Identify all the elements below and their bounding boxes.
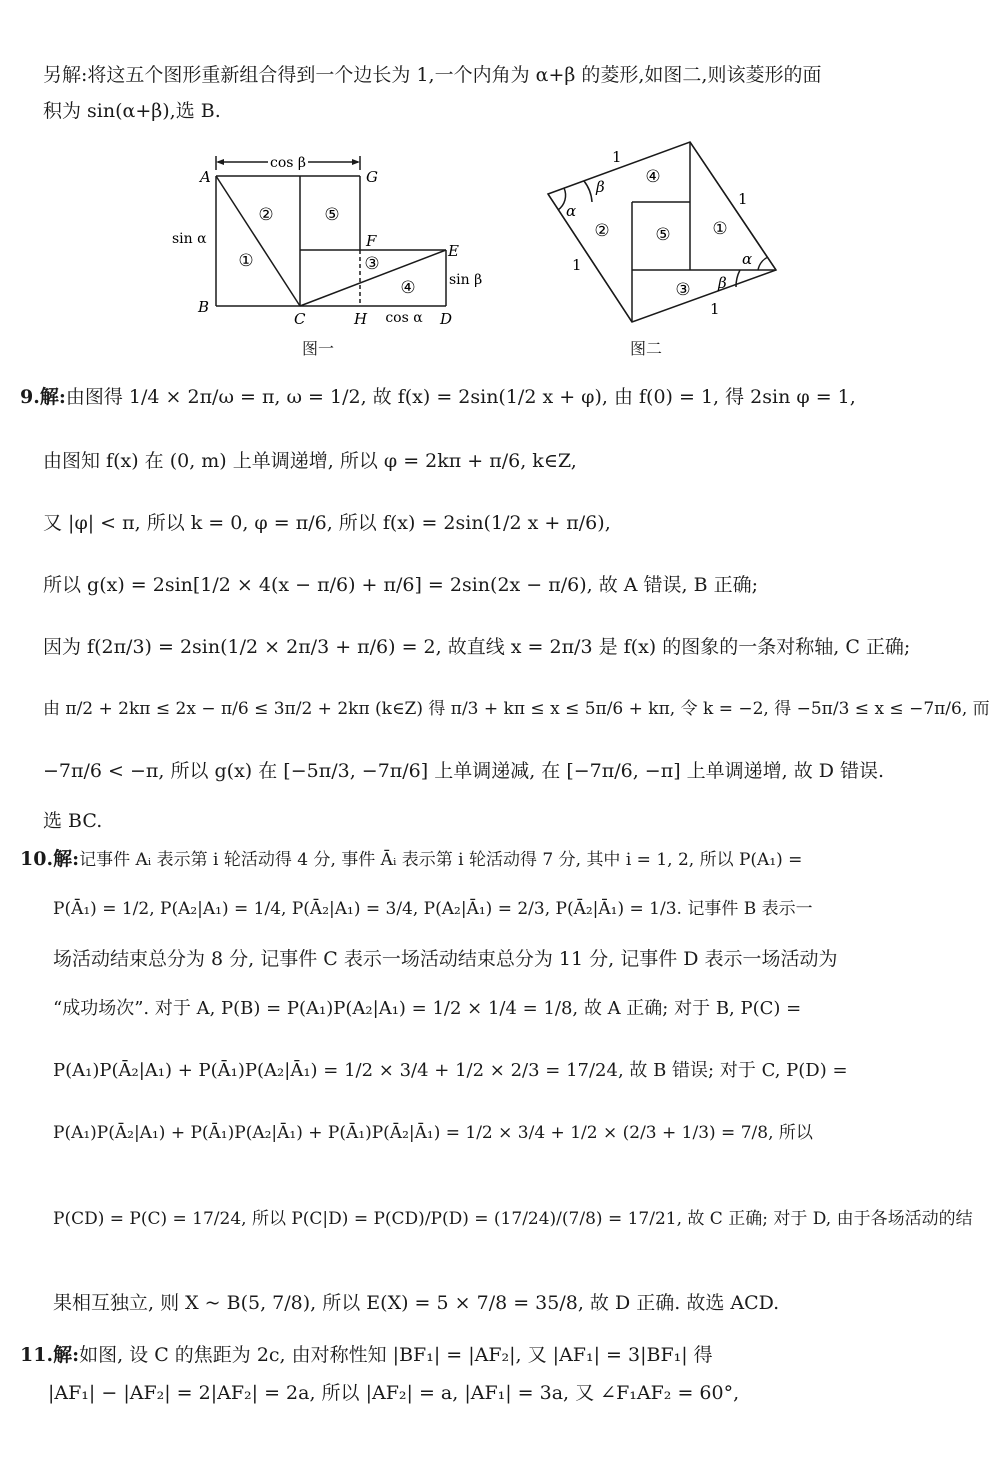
fig1-point-E: E	[448, 242, 459, 260]
q11-label: 解:	[53, 1344, 80, 1366]
q9-line-4: 所以 g(x) = 2sin[1/2 × 4(x − π/6) + π/6] = 2sin(2x − π/6), 故 A 错误, B 正确;	[43, 574, 758, 596]
fig2-region-1: ①	[712, 219, 728, 239]
q10-number: 10.	[20, 848, 54, 870]
fig1-cos-alpha-label: cos α	[385, 310, 423, 326]
q10-line-8: 果相互独立, 则 X ~ B(5, 7/8), 所以 E(X) = 5 × 7/8 = 35/8, 故 D 正确. 故选 ACD.	[53, 1292, 780, 1314]
fig2-region-3: ③	[675, 280, 691, 300]
q9-line-7: −7π/6 < −π, 所以 g(x) 在 [−5π/3, −7π/6] 上单调递减, 在 [−7π/6, −π] 上单调递增, 故 D 错误.	[43, 760, 885, 782]
fig1-point-F: F	[366, 232, 377, 250]
fig1-point-A: A	[200, 168, 211, 186]
intro-line-2: 积为 sin(α+β),选 B.	[43, 100, 221, 122]
figure-2-caption: 图二	[630, 339, 663, 358]
fig1-region-1: ①	[238, 251, 254, 271]
fig2-side-1-left: 1	[572, 256, 582, 274]
q9-line-3: 又 |φ| < π, 所以 k = 0, φ = π/6, 所以 f(x) = 2sin(1/2 x + π/6),	[43, 512, 611, 534]
fig1-cos-beta-label: cos β	[270, 155, 306, 171]
fig2-angle-beta-top: β	[596, 178, 605, 196]
fig1-point-B: B	[198, 298, 210, 316]
q10-line-5: P(A₁)P(Ā₂|A₁) + P(Ā₁)P(A₂|Ā₁) = 1/2 × 3/4 + 1/2 × 2/3 = 17/24, 故 B 错误; 对于 C, P(D) =	[53, 1060, 848, 1081]
q9-line-8: 选 BC.	[43, 810, 103, 832]
q10-line-6: P(A₁)P(Ā₂|A₁) + P(Ā₁)P(A₂|Ā₁) + P(Ā₁)P(Ā₂|Ā₁) = 1/2 × 3/4 + 1/2 × (2/3 + 1/3) = 7/8, 所以	[53, 1123, 813, 1143]
q11-line-1	[20, 1342, 713, 1368]
q9-label: 解:	[39, 386, 66, 408]
fig1-region-4: ④	[400, 278, 416, 298]
fig1-point-H: H	[354, 310, 368, 328]
fig1-point-D: D	[440, 310, 453, 328]
fig2-side-1-right: 1	[738, 190, 748, 208]
q10-line-2: P(Ā₁) = 1/2, P(A₂|A₁) = 1/4, P(Ā₂|A₁) = 3/4, P(A₂|Ā₁) = 2/3, P(Ā₂|Ā₁) = 1/3. 记事件 B 表示一	[53, 899, 813, 919]
q11-text-1: 如图, 设 C 的焦距为 2c, 由对称性知 |BF₁| = |AF₂|, 又 |AF₁| = 3|BF₁| 得	[79, 1344, 713, 1366]
q10-label: 解:	[53, 848, 80, 870]
q11-text-2: |AF₁| − |AF₂| = 2|AF₂| = 2a, 所以 |AF₂| = a, |AF₁| = 3a, 又 ∠F₁AF₂ = 60°,	[48, 1382, 740, 1404]
fig1-point-C: C	[294, 310, 306, 328]
figure-1-caption: 图一	[302, 339, 335, 358]
fig1-sin-beta-label: sin β	[449, 272, 483, 288]
fig2-angle-alpha-left: α	[566, 202, 577, 220]
q9-line-2: 由图知 f(x) 在 (0, m) 上单调递增, 所以 φ = 2kπ + π/6, k∈Z,	[43, 450, 577, 472]
fig2-region-2: ②	[594, 221, 610, 241]
fig1-sin-alpha-label: sin α	[172, 231, 207, 247]
q11-line-2-cut	[48, 1380, 740, 1404]
q9-line-1	[20, 384, 856, 410]
fig2-side-1-top: 1	[612, 148, 622, 166]
fig1-point-G: G	[366, 168, 378, 186]
q11-number: 11.	[20, 1344, 54, 1366]
q10-line-4: “成功场次”. 对于 A, P(B) = P(A₁)P(A₂|A₁) = 1/2 × 1/4 = 1/8, 故 A 正确; 对于 B, P(C) =	[53, 998, 802, 1019]
fig1-region-5: ⑤	[324, 205, 340, 225]
q9-line-6: 由 π/2 + 2kπ ≤ 2x − π/6 ≤ 3π/2 + 2kπ (k∈Z) 得 π/3 + kπ ≤ x ≤ 5π/6 + kπ, 令 k = −2, 得 −5π/3 ≤ x ≤ −7π/6, 而	[43, 699, 990, 719]
q10-line-3: 场活动结束总分为 8 分, 记事件 C 表示一场活动结束总分为 11 分, 记事件 D 表示一场活动为	[53, 948, 838, 970]
q10-text-1: 记事件 Aᵢ 表示第 i 轮活动得 4 分, 事件 Āᵢ 表示第 i 轮活动得 7 分, 其中 i = 1, 2, 所以 P(A₁) =	[79, 850, 803, 870]
intro-line-1: 另解:将这五个图形重新组合得到一个边长为 1,一个内角为 α+β 的菱形,如图二,则该菱形的面	[43, 64, 822, 86]
q10-line-1	[20, 846, 802, 873]
fig2-angle-alpha-right: α	[742, 250, 753, 268]
figure-2-diagram	[540, 140, 790, 340]
fig1-region-3: ③	[364, 254, 380, 274]
fig2-angle-beta-bottom: β	[718, 274, 727, 292]
fig2-region-4: ④	[645, 167, 661, 187]
fig1-region-2: ②	[258, 205, 274, 225]
q9-number: 9.	[20, 386, 40, 408]
fig2-side-1-bottom: 1	[710, 300, 720, 318]
q9-line-5: 因为 f(2π/3) = 2sin(1/2 × 2π/3 + π/6) = 2, 故直线 x = 2π/3 是 f(x) 的图象的一条对称轴, C 正确;	[43, 636, 911, 658]
fig2-region-5: ⑤	[655, 225, 671, 245]
q10-line-7: P(CD) = P(C) = 17/24, 所以 P(C|D) = P(CD)/P(D) = (17/24)/(7/8) = 17/21, 故 C 正确; 对于 D, 由于各场活动的结	[53, 1209, 973, 1229]
figure-1-diagram	[160, 148, 505, 333]
q9-text-1: 由图得 1/4 × 2π/ω = π, ω = 1/2, 故 f(x) = 2sin(1/2 x + φ), 由 f(0) = 1, 得 2sin φ = 1,	[65, 386, 856, 408]
